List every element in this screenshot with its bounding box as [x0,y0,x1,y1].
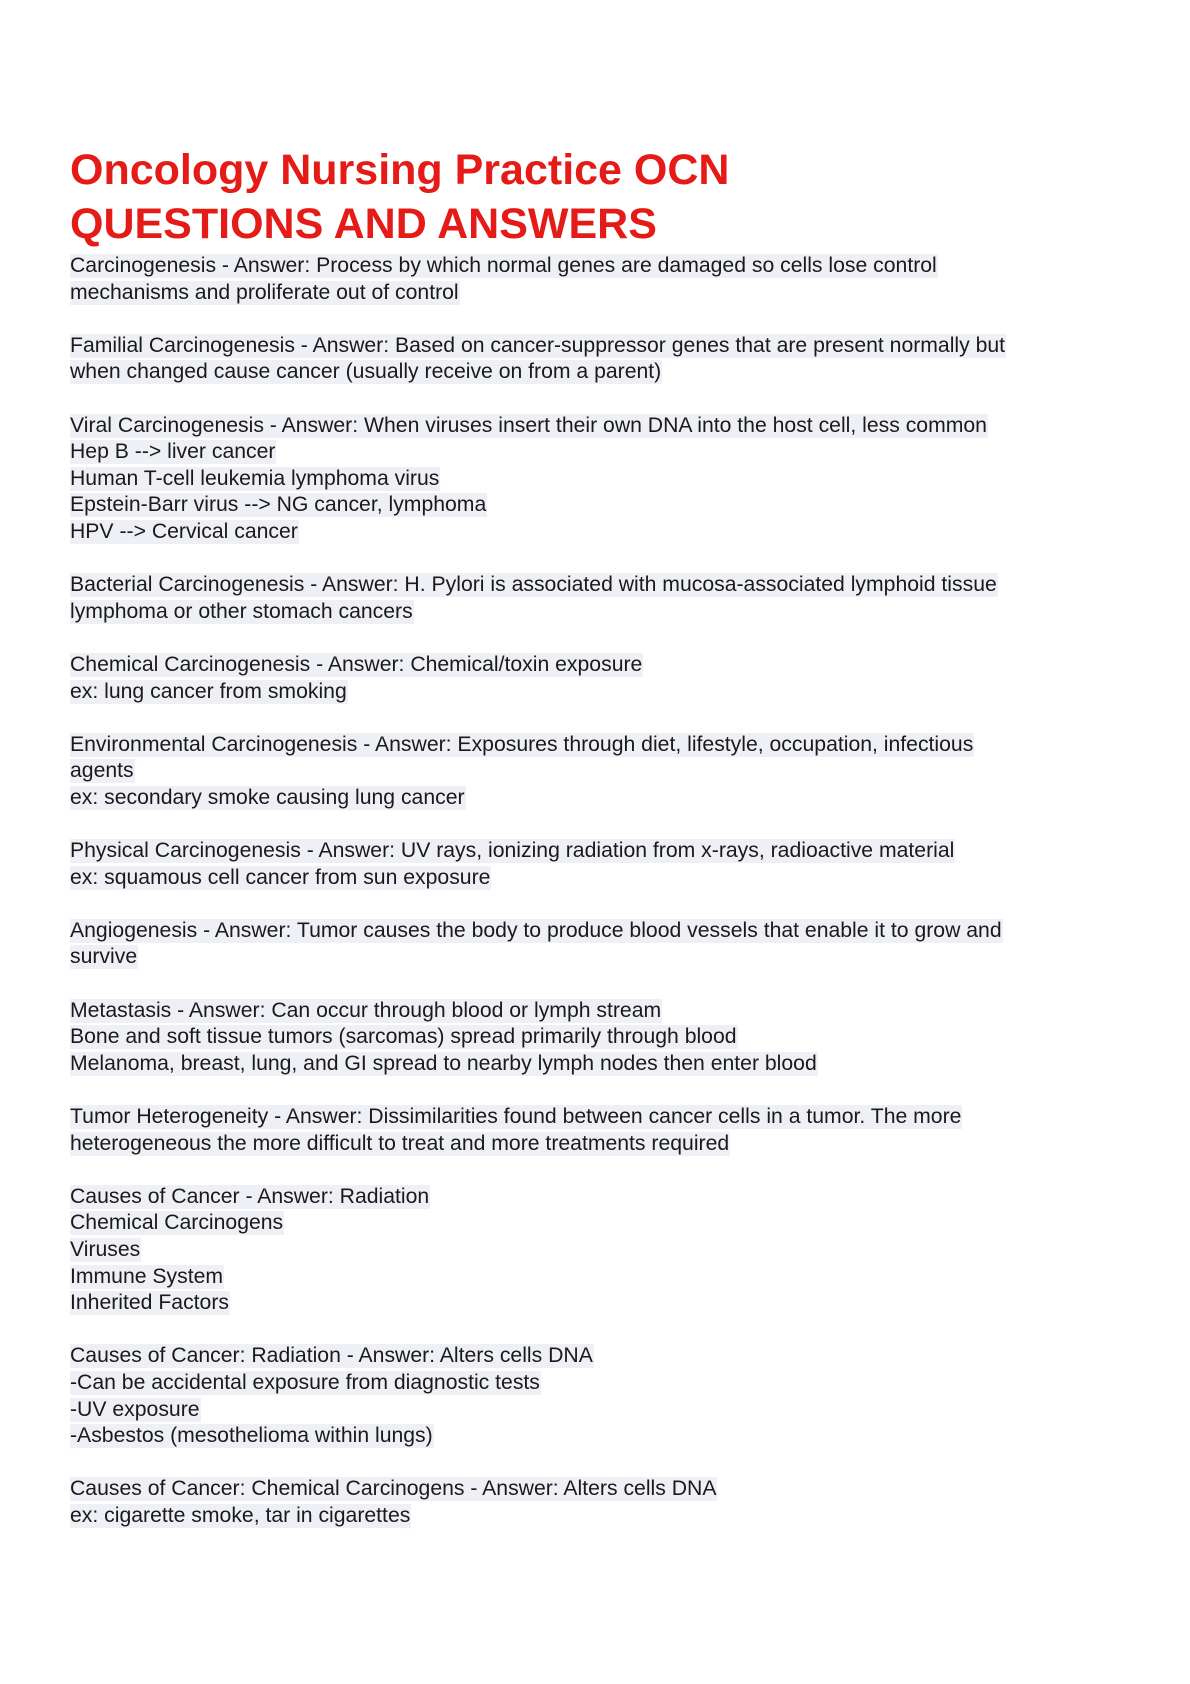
qa-entry-text: when changed cause cancer (usually receive on from a parent) [70,360,662,384]
qa-entry-detail-line [70,1370,1130,1397]
qa-entry-text: lymphoma or other stomach cancers [70,599,413,623]
qa-entry [70,413,1130,546]
qa-entry-text: Inherited Factors [70,1291,229,1315]
document-page [70,143,1130,1556]
qa-entry [70,998,1130,1078]
qa-entry-detail-line [70,492,1130,519]
qa-entry-term-line [70,998,1130,1025]
qa-entry-text: mechanisms and proliferate out of control [70,280,459,304]
qa-entry-text: ex: lung cancer from smoking [70,679,347,703]
qa-entry-text: Chemical Carcinogens [70,1211,284,1235]
qa-entry-text: Epstein-Barr virus --> NG cancer, lymphoma [70,493,487,517]
qa-entry-text: Viral Carcinogenesis - Answer: When viruses insert their own DNA into the host cell, less common [70,413,987,437]
qa-entry-text: Human T-cell leukemia lymphoma virus [70,466,440,490]
qa-entry-text: Environmental Carcinogenesis - Answer: Exposures through diet, lifestyle, occupation, infectious [70,732,974,756]
qa-entry-text: Metastasis - Answer: Can occur through blood or lymph stream [70,998,662,1022]
qa-entry-detail-line [70,599,1130,626]
qa-entry-text: Viruses [70,1237,141,1261]
qa-entry-detail-line [70,280,1130,307]
qa-entry-term-line [70,652,1130,679]
qa-entry-detail-line [70,1264,1130,1291]
qa-entry [70,1476,1130,1529]
qa-entry-detail-line [70,359,1130,386]
qa-entry-text: Causes of Cancer - Answer: Radiation [70,1184,430,1208]
qa-entry-text: -Can be accidental exposure from diagnostic tests [70,1370,540,1394]
qa-entry-text: Melanoma, breast, lung, and GI spread to nearby lymph nodes then enter blood [70,1051,817,1075]
qa-entry-term-line [70,333,1130,360]
qa-entry-text: Physical Carcinogenesis - Answer: UV rays, ionizing radiation from x-rays, radioactive material [70,839,955,863]
qa-entry-detail-line [70,439,1130,466]
qa-entry-text: Hep B --> liver cancer [70,440,276,464]
qa-entry-detail-line [70,519,1130,546]
qa-entry [70,333,1130,386]
qa-entry-detail-line [70,1503,1130,1530]
qa-entry-text: Bacterial Carcinogenesis - Answer: H. Pylori is associated with mucosa-associated lymphoid tissue [70,573,997,597]
qa-entry [70,732,1130,812]
qa-entry-text: Carcinogenesis - Answer: Process by which normal genes are damaged so cells lose control [70,254,937,277]
document-title [70,143,1130,251]
qa-entry-detail-line [70,1237,1130,1264]
qa-entry-term-line [70,253,1130,280]
qa-entry-text: HPV --> Cervical cancer [70,519,298,543]
qa-entry-detail-line [70,1210,1130,1237]
qa-entry-term-line [70,413,1130,440]
qa-entry-text: Tumor Heterogeneity - Answer: Dissimilarities found between cancer cells in a tumor. The more [70,1105,962,1128]
qa-entry-detail-line [70,466,1130,493]
qa-entry-detail-line [70,1290,1130,1317]
title-line-1: Oncology Nursing Practice OCN [70,146,730,194]
qa-entry-term-line [70,1476,1130,1503]
qa-entry-term-line [70,572,1130,599]
qa-entry-text: ex: secondary smoke causing lung cancer [70,785,465,809]
qa-entry-text: Causes of Cancer: Chemical Carcinogens - Answer: Alters cells DNA [70,1477,717,1501]
qa-entry-detail-line [70,1051,1130,1078]
qa-entry-text: Familial Carcinogenesis - Answer: Based on cancer-suppressor genes that are present normally but [70,333,1006,357]
qa-entry-detail-line [70,865,1130,892]
qa-entry-term-line [70,1184,1130,1211]
qa-entry-term-line [70,732,1130,759]
qa-entry-term-line [70,918,1130,945]
qa-entry-text: -UV exposure [70,1397,200,1421]
qa-entry-detail-line [70,785,1130,812]
qa-entry [70,652,1130,705]
qa-entry-text: ex: squamous cell cancer from sun exposure [70,865,491,889]
qa-entry-text: -Asbestos (mesothelioma within lungs) [70,1424,433,1448]
qa-entry-text: Bone and soft tissue tumors (sarcomas) spread primarily through blood [70,1025,737,1049]
qa-entry [70,918,1130,971]
qa-entry [70,572,1130,625]
title-line-2: QUESTIONS AND ANSWERS [70,200,657,248]
qa-entry-term-line [70,838,1130,865]
qa-entry-detail-line [70,1024,1130,1051]
qa-entry-text: Chemical Carcinogenesis - Answer: Chemical/toxin exposure [70,652,643,676]
qa-entry [70,253,1130,306]
qa-entry-detail-line [70,1423,1130,1450]
qa-entry-term-line [70,1104,1130,1131]
qa-entry-term-line [70,1343,1130,1370]
qa-entry-detail-line [70,758,1130,785]
qa-entry-text: heterogeneous the more difficult to treat and more treatments required [70,1131,730,1155]
qa-entry-detail-line [70,679,1130,706]
qa-entry-detail-line [70,1131,1130,1158]
qa-entry-text: Causes of Cancer: Radiation - Answer: Alters cells DNA [70,1344,593,1368]
qa-entry-text: Immune System [70,1264,224,1288]
qa-list [70,253,1130,1530]
qa-entry-text: survive [70,945,138,969]
qa-entry-text: ex: cigarette smoke, tar in cigarettes [70,1503,411,1527]
qa-entry-detail-line [70,944,1130,971]
qa-entry [70,1343,1130,1449]
qa-entry-detail-line [70,1397,1130,1424]
qa-entry-text: Angiogenesis - Answer: Tumor causes the body to produce blood vessels that enable it to grow and [70,918,1002,942]
qa-entry [70,1184,1130,1317]
qa-entry [70,1104,1130,1157]
qa-entry [70,838,1130,891]
qa-entry-text: agents [70,759,134,783]
